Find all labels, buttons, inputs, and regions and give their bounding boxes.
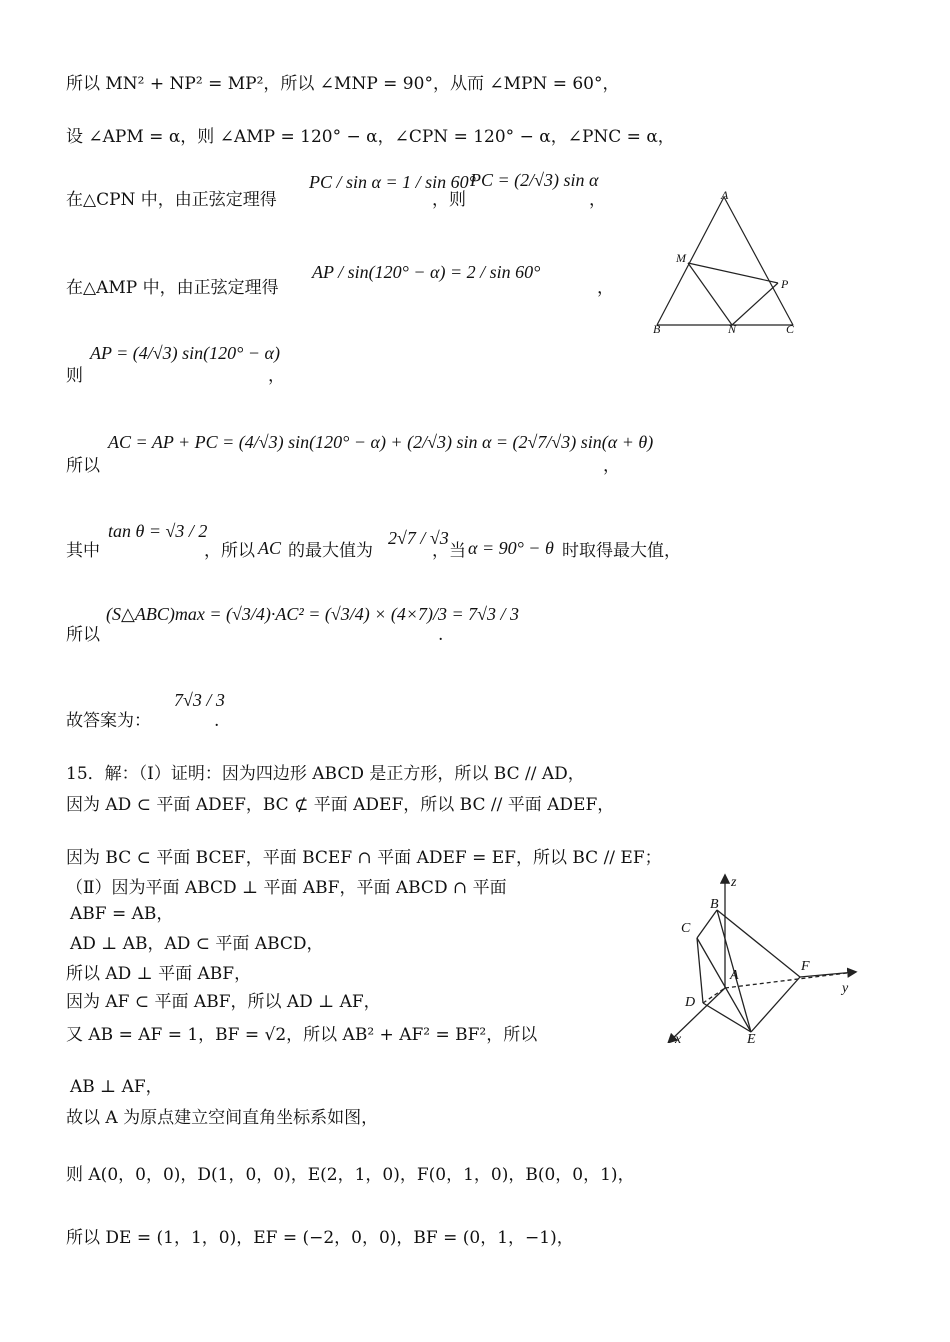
line-8-prefix: 所以	[66, 625, 100, 645]
axis-y-label: y	[842, 981, 849, 996]
q15-line-f: AD ⊥ AB，AD ⊂ 平面 ABCD，	[70, 934, 324, 954]
label-n: N	[728, 322, 737, 335]
point-c-label: C	[681, 921, 691, 936]
line-4-end: ，	[597, 278, 614, 298]
line-9-end: .	[214, 711, 220, 731]
eq-ap: AP = (4/√3) sin(120° − α)	[90, 343, 280, 363]
line-8-end: .	[438, 625, 444, 645]
eq-pc: PC = (2/√3) sin α	[470, 170, 599, 190]
q15-line-l: 则 A(0，0，0)，D(1，0，0)，E(2，1，0)，F(0，1，0)，B(0，0，1)，	[66, 1165, 635, 1185]
point-e-label: E	[747, 1032, 756, 1043]
line-1: 所以 MN² + NP² = MP²，所以 ∠MNP = 90°，从而 ∠MPN = 60°，	[66, 74, 620, 94]
eq-area-max: (S△ABC)max = (√3/4)·AC² = (√3/4) × (4×7)/3 = 7√3 / 3	[106, 604, 520, 624]
eq-ac: AC = AP + PC = (4/√3) sin(120° − α) + (2/√3) sin α = (2√7/√3) sin(α + θ)	[108, 432, 654, 452]
line-3-end: ，	[589, 190, 606, 210]
ac-symbol: AC	[258, 538, 282, 558]
line-7-end: 时取得最大值，	[562, 541, 681, 561]
axis-x-label: x	[675, 1032, 682, 1043]
answer-value: 7√3 / 3	[174, 690, 225, 710]
line-9-prefix: 故答案为：	[66, 711, 151, 731]
eq-ap-sine-law: AP / sin(120° − α) = 2 / sin 60°	[312, 262, 541, 282]
line-2: 设 ∠APM = α，则 ∠AMP = 120° − α，∠CPN = 120° − α，∠PNC = α，	[66, 127, 675, 147]
label-a: A	[721, 188, 729, 202]
q15-line-a: 15．解：（Ⅰ）证明：因为四边形 ABCD 是正方形，所以 BC // AD，	[66, 764, 585, 784]
q15-line-j: AB ⊥ AF，	[70, 1077, 163, 1097]
line-3-mid: ，则	[432, 190, 466, 210]
line-6-end: ，	[603, 456, 620, 476]
q15-line-m: 所以 DE = (1，1，0)，EF = (−2，0，0)，BF = (0，1，−1)，	[66, 1228, 574, 1248]
line-7-prefix: 其中	[66, 541, 100, 561]
line-5-end: ，	[268, 366, 285, 386]
q15-line-d: （Ⅱ）因为平面 ABCD ⊥ 平面 ABF，平面 ABCD ∩ 平面	[66, 878, 507, 898]
point-b-label: B	[710, 897, 719, 912]
eq-tan-theta: tan θ = √3 / 2	[108, 521, 208, 541]
line-4-prefix: 在△AMP 中，由正弦定理得	[66, 278, 279, 298]
alpha-condition: α = 90° − θ	[468, 538, 554, 558]
label-c: C	[786, 322, 795, 335]
line-3-prefix: 在△CPN 中，由正弦定理得	[66, 190, 277, 210]
line-5-prefix: 则	[66, 366, 83, 386]
q15-line-g: 所以 AD ⊥ 平面 ABF，	[66, 964, 252, 984]
line-7-mid2: 的最大值为	[288, 541, 373, 561]
ac-max-value: 2√7 / √3	[388, 528, 449, 548]
q15-line-k: 故以 A 为原点建立空间直角坐标系如图，	[66, 1108, 379, 1128]
line-6-prefix: 所以	[66, 456, 100, 476]
label-m: M	[676, 251, 686, 265]
point-a-label: A	[730, 968, 739, 983]
point-f-label: F	[801, 959, 810, 974]
solid-figure	[655, 868, 865, 1043]
point-d-label: D	[685, 995, 696, 1010]
q15-line-c: 因为 BC ⊂ 平面 BCEF，平面 BCEF ∩ 平面 ADEF = EF，所以 BC // EF；	[66, 848, 662, 868]
q15-line-i: 又 AB = AF = 1，BF = √2，所以 AB² + AF² = BF²，所以	[66, 1025, 538, 1045]
label-b: B	[653, 322, 661, 335]
axis-z-label: z	[731, 875, 737, 890]
triangle-figure	[645, 185, 815, 335]
q15-line-b: 因为 AD ⊂ 平面 ADEF，BC ⊄ 平面 ADEF，所以 BC // 平面 ADEF，	[66, 795, 615, 815]
eq-pc-sine-law: PC / sin α = 1 / sin 60°	[309, 172, 476, 192]
line-7-mid3: ，当	[432, 541, 466, 561]
q15-line-e: ABF = AB，	[70, 904, 174, 924]
q15-line-h: 因为 AF ⊂ 平面 ABF，所以 AD ⊥ AF，	[66, 992, 381, 1012]
label-p: P	[781, 277, 789, 291]
line-7-mid1: ，所以	[204, 541, 255, 561]
